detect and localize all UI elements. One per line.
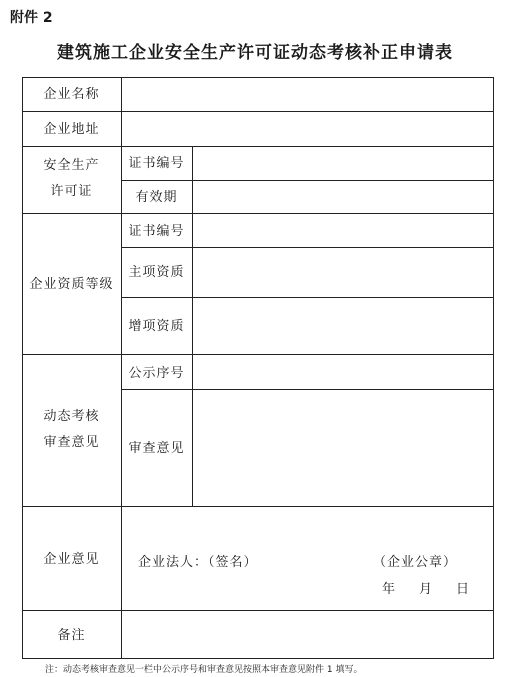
attachment-number: 附件 2	[10, 10, 53, 26]
row-divider	[22, 610, 494, 611]
date-day: 日	[456, 582, 471, 597]
assessment-label-line2: 审查意见	[43, 435, 100, 450]
sub-label-divider	[192, 354, 193, 506]
sub-label-divider	[192, 146, 193, 213]
form-title: 建筑施工企业安全生产许可证动态考核补正申请表	[57, 43, 453, 63]
date-year: 年	[382, 582, 397, 597]
row-divider	[22, 354, 494, 355]
row-divider	[22, 146, 494, 147]
assessment-label-line1: 动态考核	[43, 409, 100, 424]
review-opinion-label: 审查意见	[128, 441, 185, 456]
table-border-top	[22, 77, 494, 78]
safety-permit-label-line1: 安全生产	[43, 158, 100, 173]
date-month: 月	[419, 582, 434, 597]
sub-row-divider	[121, 297, 494, 298]
company-name-label: 企业名称	[43, 87, 100, 102]
company-seal-label: （企业公章）	[373, 555, 458, 570]
sub-row-divider	[121, 180, 494, 181]
application-form-table	[22, 77, 494, 659]
row-divider	[22, 506, 494, 507]
footnote: 注：动态考核审查意见一栏中公示序号和审查意见按照本审查意见附件 1 填写。	[45, 665, 363, 675]
legal-rep-signature-label: 企业法人：（签名）	[138, 555, 258, 570]
sub-label-divider	[192, 213, 193, 354]
public-serial-label: 公示序号	[128, 366, 185, 381]
extra-qualification-label: 增项资质	[128, 319, 185, 334]
qualification-label: 企业资质等级	[29, 277, 114, 292]
table-border-bottom	[22, 658, 494, 659]
sub-row-divider	[121, 247, 494, 248]
qualification-cert-no-label: 证书编号	[128, 224, 185, 239]
table-border-right	[493, 77, 494, 659]
main-qualification-label: 主项资质	[128, 265, 185, 280]
company-address-label: 企业地址	[43, 122, 100, 137]
permit-validity-label: 有效期	[135, 190, 178, 205]
permit-cert-no-label: 证书编号	[128, 156, 185, 171]
safety-permit-label-line2: 许可证	[50, 184, 93, 199]
row-divider	[22, 111, 494, 112]
remarks-label: 备注	[57, 628, 86, 643]
company-opinion-label: 企业意见	[43, 552, 100, 567]
row-divider	[22, 213, 494, 214]
sub-row-divider	[121, 389, 494, 390]
